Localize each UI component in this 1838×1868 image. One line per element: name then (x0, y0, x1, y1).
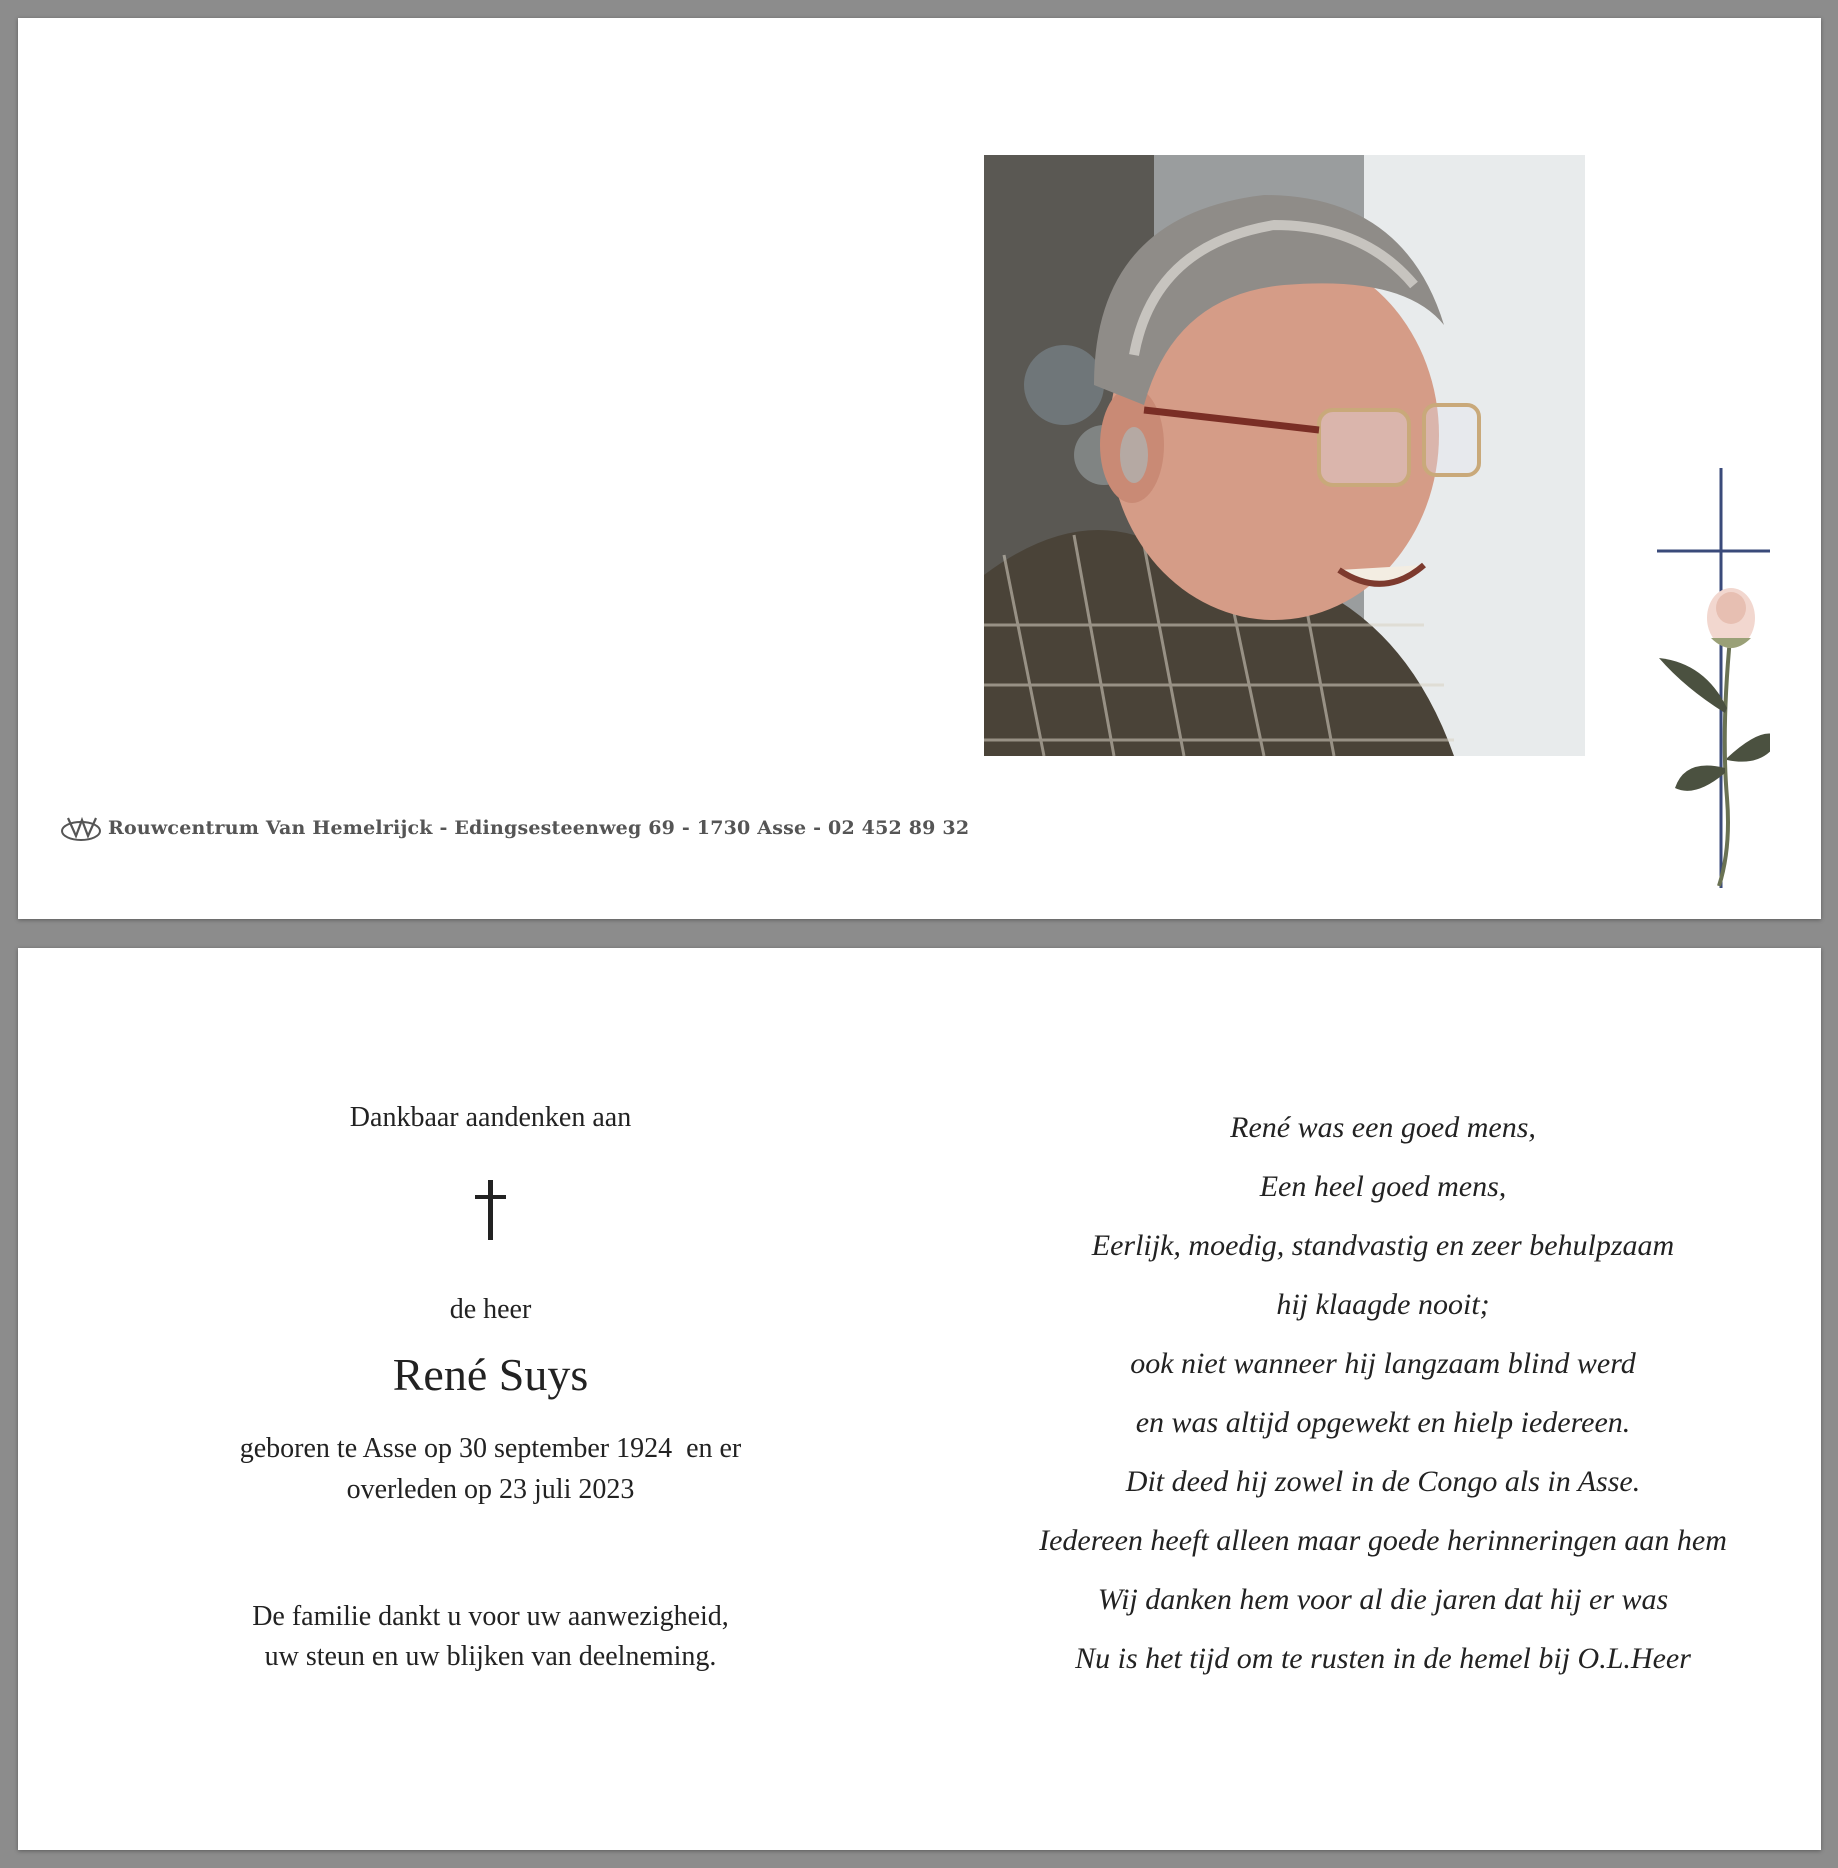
poem-line: Eerlijk, moedig, standvastig en zeer behulpzaam (1091, 1229, 1675, 1262)
portrait-photo (984, 155, 1585, 756)
born-line: geboren te Asse op 30 september 1924 en er (239, 1433, 742, 1464)
birth-death-dates (93, 1428, 888, 1510)
funeral-home-logo-icon (60, 814, 102, 842)
poem-line: ook niet wanneer hij langzaam blind werd (1130, 1347, 1636, 1380)
poem-line: Iedereen heeft alleen maar goede herinneringen aan hem (1039, 1524, 1727, 1557)
memorial-left-column (93, 948, 888, 1850)
poem-line: René was een goed mens, (1230, 1111, 1536, 1144)
intro-text: Dankbaar aandenken aan (349, 1102, 632, 1133)
memorial-poem (973, 1098, 1793, 1688)
honorific: de heer (449, 1294, 532, 1325)
poem-line: Een heel goed mens, (1259, 1170, 1507, 1203)
cross-icon (471, 1180, 511, 1242)
cross-with-rose-icon (1635, 468, 1770, 888)
poem-line: Nu is het tijd om te rusten in de hemel bij O.L.Heer (1075, 1642, 1691, 1675)
funeral-home-text: Rouwcentrum Van Hemelrijck - Edingsesteenweg 69 - 1730 Asse - 02 452 89 32 (108, 817, 970, 839)
funeral-home-line (60, 814, 969, 842)
card-front (18, 18, 1821, 919)
poem-line: hij klaagde nooit; (1276, 1288, 1490, 1321)
died-line: overleden op 23 juli 2023 (346, 1474, 635, 1505)
poem-line: en was altijd opgewekt en hielp iedereen. (1135, 1406, 1631, 1439)
thanks-text (93, 1597, 888, 1677)
poem-line: Dit deed hij zowel in de Congo als in Asse. (1125, 1465, 1641, 1498)
deceased-name: René Suys (392, 1349, 589, 1400)
thanks-line-2: uw steun en uw blijken van deelneming. (264, 1641, 717, 1672)
card-back (18, 948, 1821, 1850)
thanks-line-1: De familie dankt u voor uw aanwezigheid, (252, 1601, 729, 1632)
poem-line: Wij danken hem voor al die jaren dat hij er was (1097, 1583, 1669, 1616)
